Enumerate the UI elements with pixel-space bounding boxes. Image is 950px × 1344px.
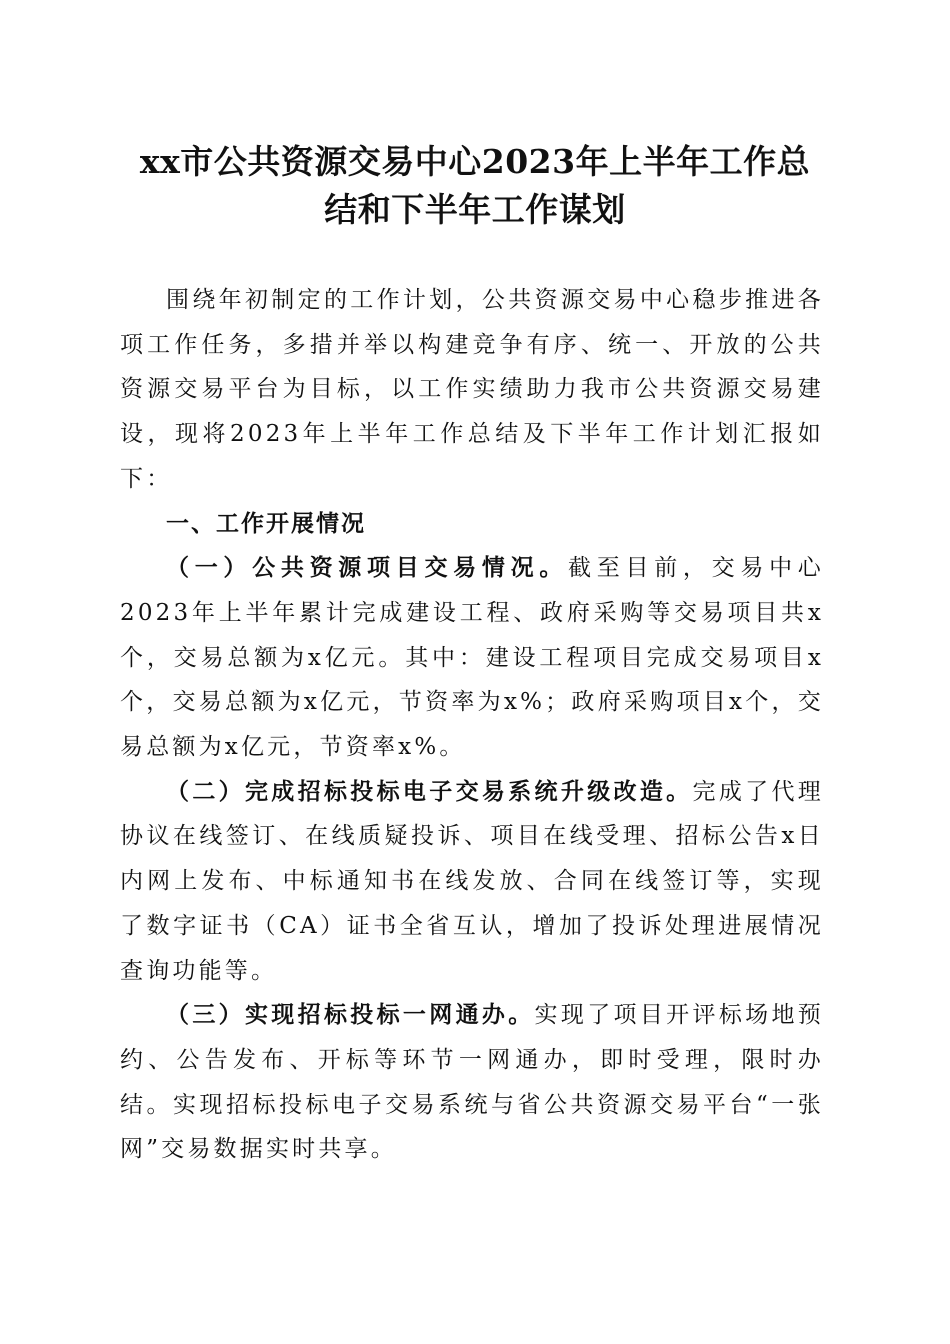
item-label-2: （二）完成招标投标电子交易系统升级改造。: [166, 777, 693, 805]
item-paragraph-2: [120, 770, 824, 994]
intro-paragraph: 围绕年初制定的工作计划，公共资源交易中心稳步推进各项工作任务，多措并举以构建竞争有序、统一、开放的公共资源交易平台为目标，以工作实绩助力我市公共资源交易建设，现将2023年上半年工作总结及下半年工作计划汇报如下：: [120, 287, 824, 492]
item-text-3: 实现了项目开评标场地预约、公告发布、开标等环节一网通办，即时受理，限时办结。实现招标投标电子交易系统与省公共资源交易平台“一张网”交易数据实时共享。: [120, 1002, 824, 1163]
item-label-3: （三）实现招标投标一网通办。: [166, 1001, 535, 1029]
item-text-2: 完成了代理协议在线签订、在线质疑投诉、项目在线受理、招标公告x日内网上发布、中标通知书在线发放、合同在线签订等，实现了数字证书（CA）证书全省互认，增加了投诉处理进展情况查询功能等。: [120, 778, 824, 984]
title-line-1: xx市公共资源交易中心2023年上半年工作总: [139, 142, 811, 181]
section-heading: 一、工作开展情况: [166, 510, 366, 537]
item-label-1: （一）公共资源项目交易情况。: [166, 554, 569, 582]
item-paragraph-3: [120, 993, 824, 1172]
item-paragraph-1: [120, 546, 824, 770]
document-title: [100, 138, 850, 234]
document-body: [120, 278, 824, 1172]
item-text-1: 截至目前，交易中心2023年上半年累计完成建设工程、政府采购等交易项目共x个，交易总额为x亿元。其中：建设工程项目完成交易项目x个，交易总额为x亿元，节资率为x%；政府采购项目x个，交易总额为x亿元，节资率x%。: [120, 555, 824, 761]
title-line-2: 结和下半年工作谋划: [324, 190, 626, 229]
